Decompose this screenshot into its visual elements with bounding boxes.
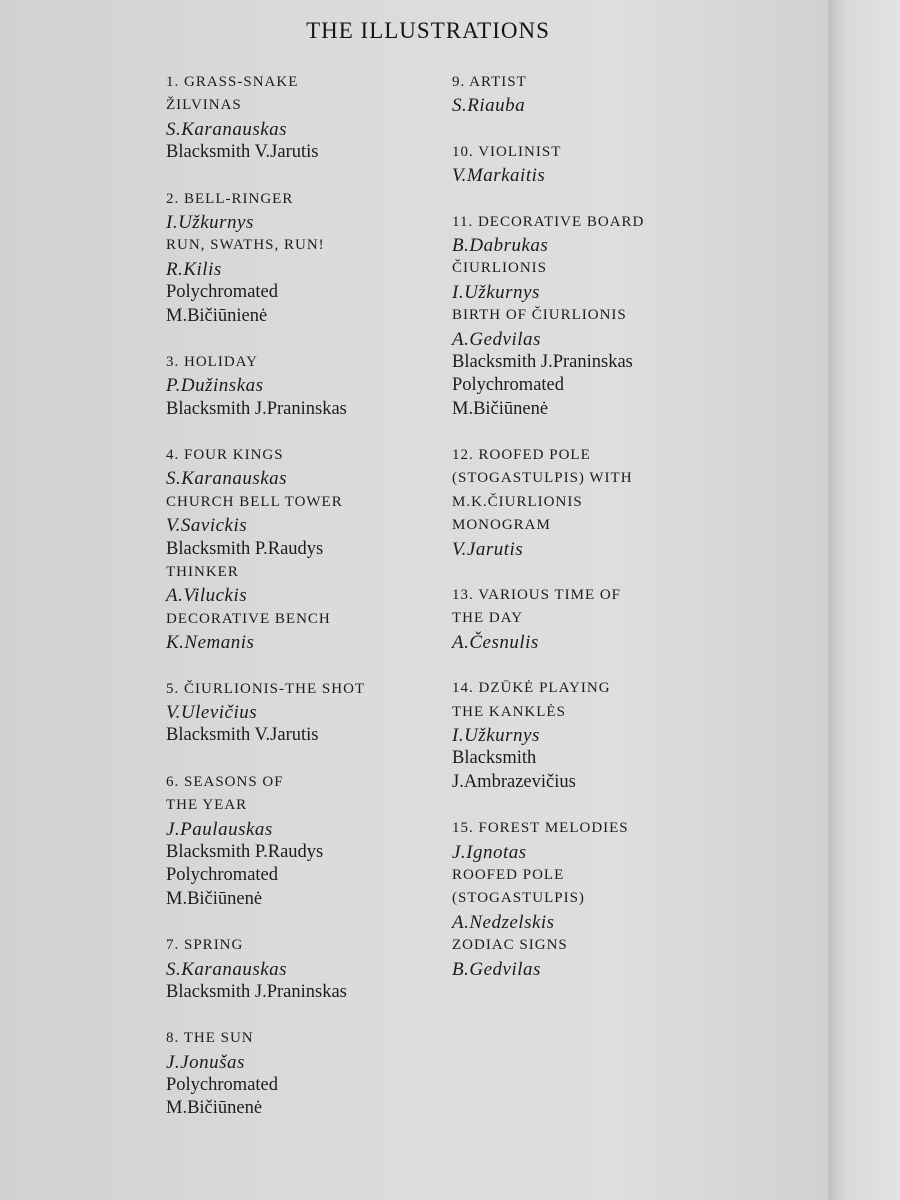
illustration-title-line: 4. FOUR KINGS: [166, 447, 284, 464]
credit-line: M.Bičiūnienė: [166, 305, 268, 326]
artist-name: V.Savickis: [166, 515, 248, 537]
illustration-entry: [452, 444, 752, 561]
page-edge: [828, 0, 900, 1200]
illustration-title-line: ČIURLIONIS: [452, 260, 547, 277]
illustration-title-line: 15. FOREST MELODIES: [452, 820, 629, 837]
illustration-entry: [452, 584, 752, 654]
credit-line: Blacksmith: [452, 748, 537, 769]
illustration-title-line: BIRTH OF ČIURLIONIS: [452, 307, 627, 324]
illustration-title-line: 12. ROOFED POLE: [452, 447, 591, 464]
artist-name: V.Markaitis: [452, 165, 546, 187]
illustration-entry: [166, 678, 466, 748]
artist-name: B.Dabrukas: [452, 234, 549, 256]
credit-line: M.Bičiūnenė: [452, 398, 549, 419]
artist-name: J.Paulauskas: [166, 818, 273, 840]
credit-line: Blacksmith P.Raudys: [166, 538, 324, 559]
illustration-entry: [166, 934, 466, 1004]
artist-name: P.Dužinskas: [166, 375, 264, 397]
illustration-entry: [452, 817, 752, 981]
illustration-title-line: 3. HOLIDAY: [166, 353, 258, 370]
artist-name: B.Gedvilas: [452, 958, 541, 980]
illustration-title-line: THE YEAR: [166, 797, 248, 814]
illustration-title-line: 1. GRASS-SNAKE: [166, 74, 299, 90]
artist-name: R.Kilis: [166, 258, 222, 280]
artist-name: S.Karanauskas: [166, 118, 288, 140]
artist-name: A.Česnulis: [452, 631, 539, 653]
credit-line: Blacksmith V.Jarutis: [166, 142, 319, 163]
credit-line: J.Ambrazevičius: [452, 771, 576, 792]
artist-name: I.Užkurnys: [452, 281, 540, 303]
illustration-entry: [452, 71, 752, 118]
illustration-title-line: ŽILVINAS: [166, 97, 242, 114]
credit-line: Polychromated: [166, 865, 279, 886]
illustration-entry: [452, 211, 752, 422]
artist-name: S.Riauba: [452, 95, 526, 117]
artist-name: A.Gedvilas: [452, 328, 541, 350]
artist-name: A.Nedzelskis: [452, 911, 555, 933]
artist-name: J.Jonušas: [166, 1051, 245, 1073]
illustration-title-line: 6. SEASONS OF: [166, 773, 284, 790]
illustration-title-line: (STOGASTULPIS) WITH: [452, 470, 633, 487]
credit-line: M.Bičiūnenė: [166, 1098, 263, 1119]
illustration-title-line: 14. DZŪKĖ PLAYING: [452, 680, 611, 697]
credit-line: Blacksmith J.Praninskas: [166, 981, 347, 1002]
page-title: THE ILLUSTRATIONS: [306, 18, 550, 43]
illustration-title-line: 5. ČIURLIONIS-THE SHOT: [166, 680, 366, 697]
credit-line: Blacksmith P.Raudys: [166, 841, 324, 862]
illustration-title-line: 8. THE SUN: [166, 1030, 254, 1047]
credit-line: Blacksmith J.Praninskas: [452, 351, 633, 372]
illustration-title-line: DECORATIVE BENCH: [166, 610, 331, 627]
illustration-title-line: THINKER: [166, 564, 239, 581]
illustration-entry: [452, 141, 752, 188]
illustration-title-line: 9. ARTIST: [452, 74, 527, 90]
illustrations-right-column: [452, 71, 752, 1004]
illustrations-left-column: [166, 71, 466, 1144]
illustration-entry: [452, 677, 752, 794]
artist-name: V.Jarutis: [452, 538, 524, 560]
illustration-entry: [166, 351, 466, 421]
artist-name: S.Karanauskas: [166, 958, 288, 980]
credit-line: Polychromated: [452, 375, 565, 396]
credit-line: Polychromated: [166, 282, 279, 303]
illustration-title-line: THE KANKLĖS: [452, 703, 566, 720]
credit-line: Polychromated: [166, 1075, 279, 1096]
artist-name: K.Nemanis: [166, 632, 255, 654]
illustration-entry: [166, 444, 466, 655]
credit-line: Blacksmith J.Praninskas: [166, 398, 347, 419]
illustration-title-line: M.K.ČIURLIONIS: [452, 493, 583, 510]
artist-name: S.Karanauskas: [166, 468, 288, 490]
illustration-entry: [166, 188, 466, 328]
illustration-title-line: 2. BELL-RINGER: [166, 190, 294, 207]
credit-line: M.Bičiūnenė: [166, 888, 263, 909]
illustration-title-line: MONOGRAM: [452, 517, 551, 534]
artist-name: V.Ulevičius: [166, 701, 258, 723]
illustration-title-line: ZODIAC SIGNS: [452, 937, 568, 954]
credit-line: Blacksmith V.Jarutis: [166, 725, 319, 746]
illustration-title-line: 7. SPRING: [166, 937, 244, 954]
illustration-title-line: THE DAY: [452, 610, 524, 627]
illustration-entry: [166, 771, 466, 911]
illustration-title-line: 10. VIOLINIST: [452, 143, 562, 160]
illustration-title-line: RUN, SWATHS, RUN!: [166, 237, 325, 254]
illustration-title-line: CHURCH BELL TOWER: [166, 493, 343, 510]
artist-name: I.Užkurnys: [452, 724, 540, 746]
artist-name: J.Ignotas: [452, 841, 527, 863]
illustration-entry: [166, 1027, 466, 1121]
illustration-title-line: (STOGASTULPIS): [452, 890, 585, 907]
illustration-title-line: ROOFED POLE: [452, 866, 565, 883]
artist-name: I.Užkurnys: [166, 211, 254, 233]
illustration-title-line: 13. VARIOUS TIME OF: [452, 587, 622, 604]
illustration-title-line: 11. DECORATIVE BOARD: [452, 213, 645, 230]
illustration-entry: [166, 71, 466, 165]
artist-name: A.Viluckis: [166, 585, 248, 607]
